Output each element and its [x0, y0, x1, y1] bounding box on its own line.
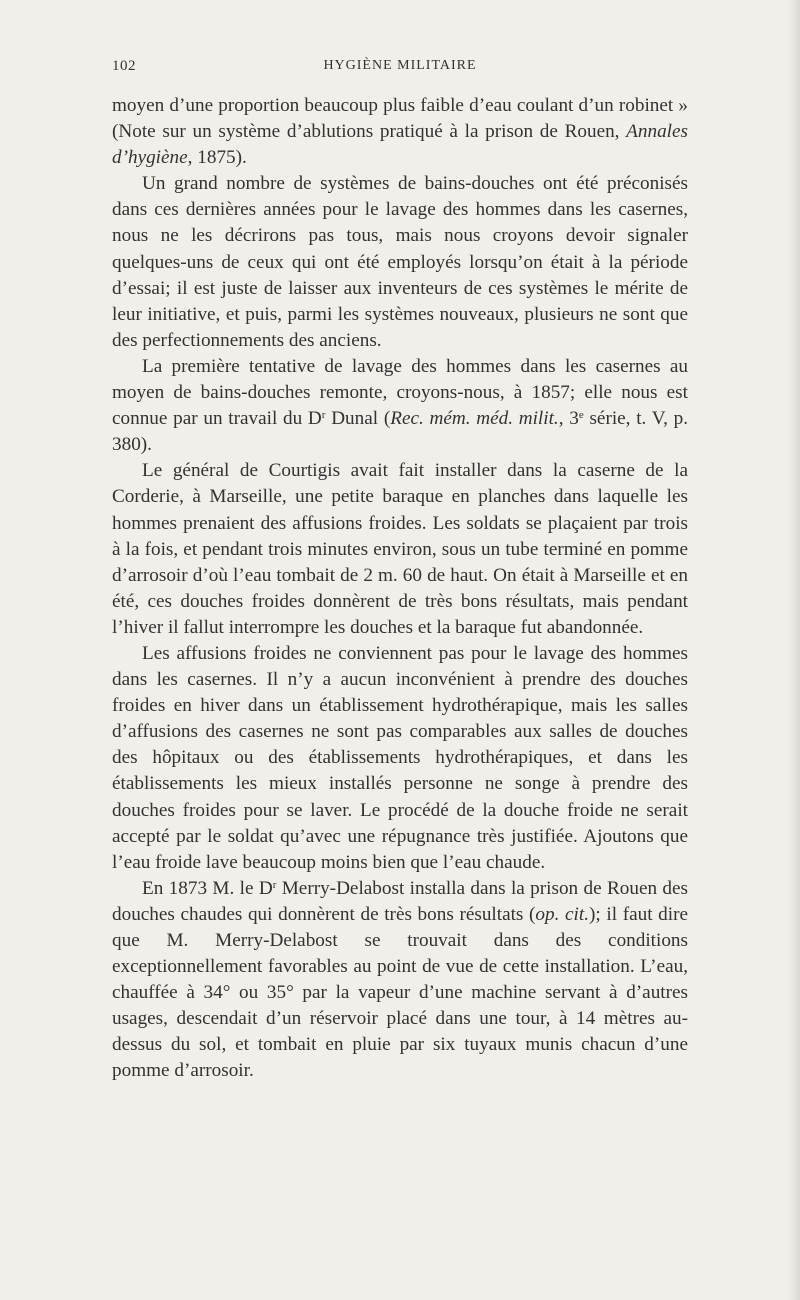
italic-citation: Annales d’hygiène [112, 121, 688, 169]
text-run: , 1875). [187, 147, 247, 169]
page-header [112, 58, 688, 82]
paragraph [112, 876, 688, 1085]
superscript: r [321, 409, 326, 422]
page-edge-shadow [788, 0, 800, 1300]
body-text [112, 93, 688, 1085]
text-run: , 3 [558, 408, 579, 430]
running-head: HYGIÈNE MILITAIRE [323, 58, 477, 73]
paragraph [112, 171, 688, 354]
italic-citation: op. cit. [535, 903, 590, 925]
superscript: e [578, 409, 584, 422]
text-run: ); il faut dire que M. Merry-Delabost se trouvait dans des conditions exceptionnellement favorables au point de vue de cette installation. L’eau, chauffée à 34° ou 35° par la vapeur d’une machine servant à d’autres usages, descendait d’un réservoir placé dans une tour, à 14 mètres au-dessus du sol, et tombait en pluie par six tuyaux munis chacun d’une pomme d’arrosoir. [112, 903, 688, 1082]
paragraph [112, 354, 688, 458]
text-run: Dunal ( [325, 408, 391, 430]
text-run: La première tentative de lavage des hommes dans les casernes au moyen de bains-douches remonte, croyons-nous, à 1857; elle nous est connue par un travail du D [112, 355, 688, 430]
text-run: Merry-Delabost installa dans la prison de Rouen des douches chaudes qui donnèrent de très bons résultats ( [112, 877, 688, 925]
italic-citation: Rec. mém. méd. milit. [390, 408, 559, 430]
page-number: 102 [112, 58, 136, 74]
text-run: série, t. V, p. 380). [112, 408, 689, 456]
paragraph [112, 93, 688, 171]
text-run: moyen d’une proportion beaucoup plus faible d’eau coulant d’un robinet » (Note sur un système d’ablutions pratiqué à la prison de Rouen, [112, 95, 688, 143]
text-run: Un grand nombre de systèmes de bains-douches ont été préconisés dans ces dernières années pour le lavage des hommes dans les casernes, nous ne les décrirons pas tous, mais nous croyons devoir signaler quelques-uns de ceux qui ont été employés lorsqu’on était à la période d’essai; il est juste de laisser aux inventeurs de ces systèmes le mérite de leur initiative, et puis, parmi les systèmes nouveaux, plusieurs ne sont que des perfectionnements des anciens. [112, 173, 688, 351]
text-run: En 1873 M. le D [142, 877, 273, 899]
paragraph [112, 458, 688, 641]
paragraph [112, 641, 688, 876]
text-run: Les affusions froides ne conviennent pas pour le lavage des hommes dans les casernes. Il n’y a aucun inconvénient à prendre des douches froides en hiver dans un établissement hydrothérapique, mais les salles d’affusions des casernes ne sont pas comparables aux salles de douches des hôpitaux ou des établissements hydrothérapiques, et dans les établissements les mieux installés personne ne songe à prendre des douches froides pour se laver. Le procédé de la douche froide ne serait accepté par le soldat qu’avec une répugnance très justifiée. Ajoutons que l’eau froide lave beaucoup moins bien que l’eau chaude. [112, 642, 688, 873]
text-run: Le général de Courtigis avait fait installer dans la caserne de la Corderie, à Marseille, une petite baraque en planches dans laquelle les hommes prenaient des affusions froides. Les soldats se plaçaient par trois à la fois, et pendant trois minutes environ, sous un tube terminé en pomme d’arrosoir d’où l’eau tombait de 2 m. 60 de haut. On était à Marseille et en été, ces douches froides donnèrent de très bons résultats, mais pendant l’hiver il fallut interrompre les douches et la baraque fut abandonnée. [112, 460, 688, 638]
superscript: r [272, 878, 277, 891]
